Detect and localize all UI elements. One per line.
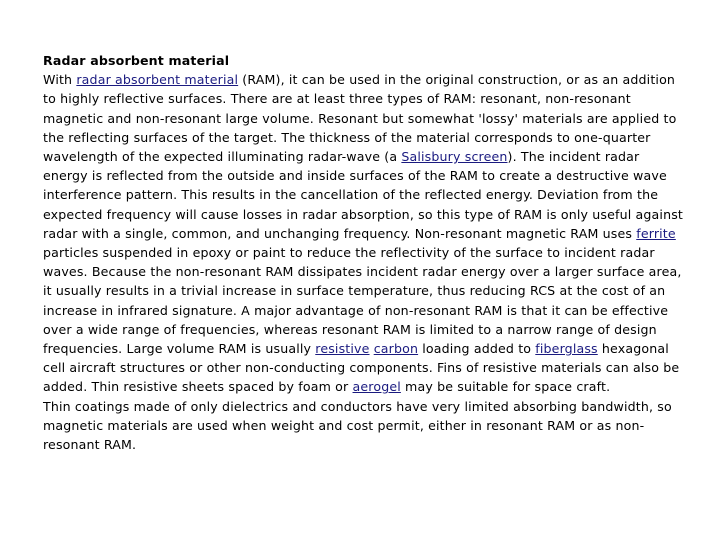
text-run: (RAM), it can be used in the original construction, or as an addition to highly reflective surfaces. There are at least three types of RAM: resonant, non-resonant magnetic and non-resonant large volume. Resonant but somewhat 'lossy' materials are applied to the reflecting surfaces of the target. The thickness of the material corresponds to one-quarter wavelength of the expected illuminating radar-wave (a [43,72,677,165]
link-carbon[interactable]: carbon [373,341,419,357]
text-run: ). The incident radar energy is reflected from the outside and inside surfaces of the RAM to create a destructive wave interference pattern. This results in the cancellation of the reflected energy. Deviation from the expected frequency will cause losses in radar absorption, so this type of RAM is only useful against radar with a single, common, and unchanging frequency. Non-resonant magnetic RAM uses [43,149,684,241]
document-title: Radar absorbent material [43,53,230,68]
text-run: particles suspended in epoxy or paint to reduce the reflectivity of the surface to incident radar waves. Because the non-resonant RAM dissipates incident radar energy over a larger surface area, it usually results in a trivial increase in surface temperature, thus reducing RCS at the cost of an increase in infrared signature. A major advantage of non-resonant RAM is that it can be effective over a wide range of frequencies, whereas resonant RAM is limited to a narrow range of design frequencies. Large volume RAM is usually [43,245,682,357]
link-salisbury-screen[interactable]: Salisbury screen [401,149,508,165]
text-run: With [43,72,77,88]
paragraph-main [43,70,683,396]
paragraph-thin-coatings: Thin coatings made of only dielectrics and conductors have very limited absorbing bandwidth, so magnetic materials are used when weight and cost permit, either in resonant RAM or as non-resonant RAM. [43,398,672,453]
link-aerogel[interactable]: aerogel [352,379,401,395]
text-run: may be suitable for space craft. [400,379,611,395]
link-resistive[interactable]: resistive [315,341,370,357]
text-run: hexagonal cell aircraft structures or other non-conducting components. Fins of resistive materials can also be added. Thin resistive sheets spaced by foam or [43,341,680,395]
text-run: loading added to [418,341,536,357]
link-radar-absorbent-material[interactable]: radar absorbent material [76,72,239,88]
document-body [43,51,683,454]
link-fiberglass[interactable]: fiberglass [535,341,598,357]
link-ferrite[interactable]: ferrite [636,225,676,241]
